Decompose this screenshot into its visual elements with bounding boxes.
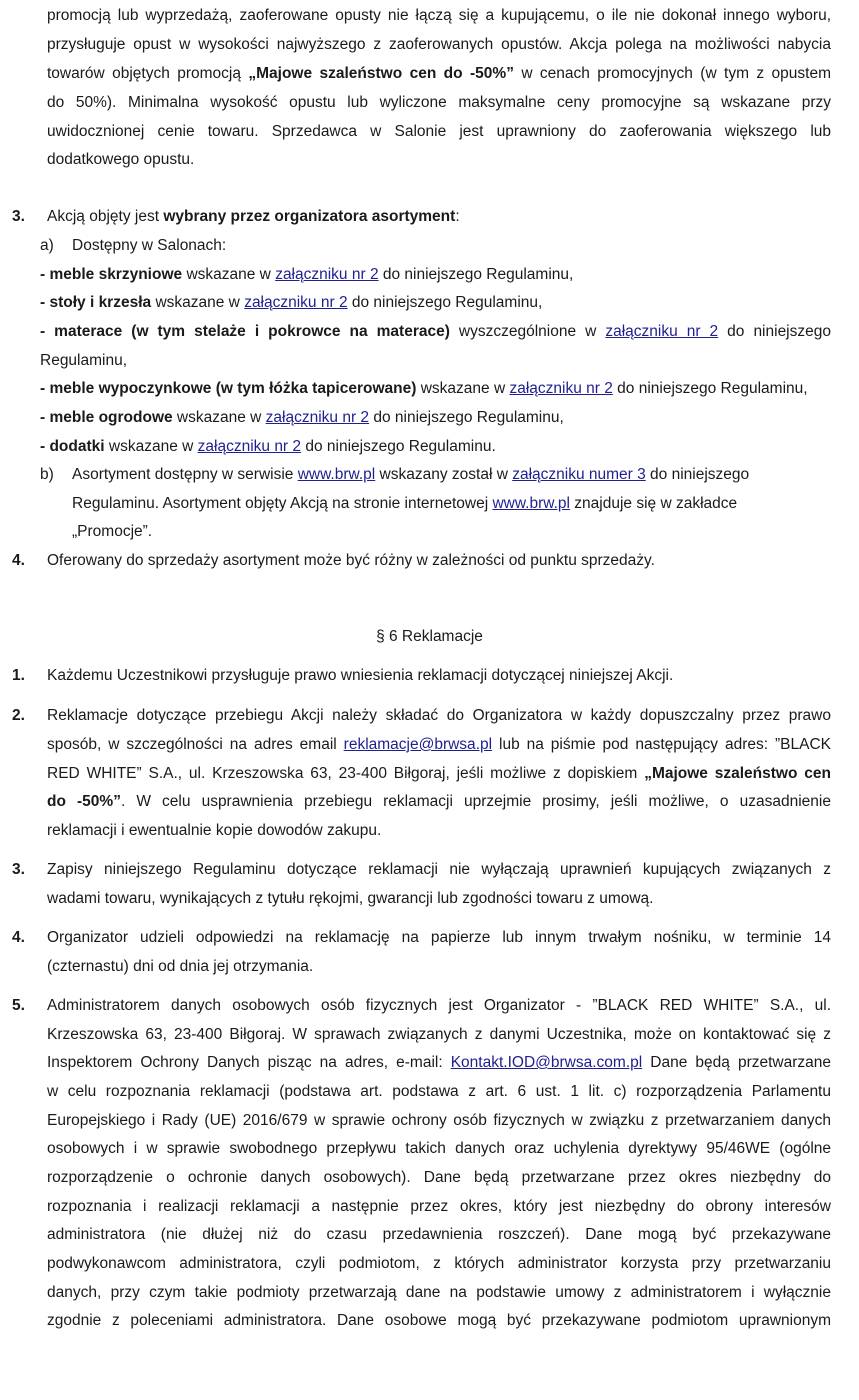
s6-point-5-line-3 (47, 1053, 831, 1073)
text: do niniejszego Regulaminu, (612, 380, 808, 397)
intro-line-6 (47, 150, 831, 170)
intro-line-4 (47, 93, 831, 113)
list-item (40, 379, 831, 399)
s6-point-5-line-9: administratora (nie dłużej niż do czasu przedawnienia roszczeń). Dane mogą być przekazywane (47, 1226, 831, 1243)
s6-point-5-line-8: rozpoznania i realizacji reklamacji a następnie przez okres, który jest niezbędny do obrony interesów (47, 1198, 831, 1215)
s6-point-1-text: Każdemu Uczestnikowi przysługuje prawo wniesienia reklamacji dotyczącej niniejszej Akcji. (47, 667, 674, 684)
s6-point-5-line-11: danych, przy czym takie podmioty przetwarzają dane na podstawie umowy z administratorem i wyłącznie (47, 1284, 831, 1301)
list-number: 4. (12, 929, 25, 946)
s6-point-4-line-1: Organizator udzieli odpowiedzi na reklamację na papierze lub innym trwałym nośniku, w terminie 14 (47, 929, 831, 946)
text: do niniejszego Regulaminu, (369, 409, 564, 426)
list-item-continued: Regulaminu, (40, 352, 128, 369)
list-number: 3. (12, 861, 25, 878)
website-link[interactable]: www.brw.pl (492, 495, 570, 512)
text: wyszczególnione w (449, 323, 606, 340)
text: wskazany został w (375, 466, 513, 483)
email-link[interactable]: Kontakt.IOD@brwsa.com.pl (450, 1054, 643, 1071)
text: sposób, w szczególności na adres email (47, 736, 344, 753)
text: do niniejszego Regulaminu. (301, 438, 496, 455)
text: w cenach promocyjnych (w tym z opustem (513, 65, 832, 82)
text: do 50%). Minimalna wysokość opustu lub wyliczone maksymalne ceny promocyjne są wskazane przy (47, 94, 831, 111)
annex-link[interactable]: załączniku nr 2 (605, 323, 719, 340)
s6-point-3-line-1: Zapisy niniejszego Regulaminu dotyczące reklamacji nie wyłączają uprawnień kupujących związanych z (47, 861, 831, 878)
s6-point-2-line-4 (47, 792, 831, 812)
annex-link[interactable]: załączniku nr 2 (265, 409, 370, 426)
promo-name: do -50%” (47, 793, 121, 810)
list-number: 4. (12, 552, 25, 569)
item-name: - stoły i krzesła (40, 294, 152, 311)
s6-point-5-line-4: w celu rozpoznania reklamacji (podstawa art. podstawa z art. 6 ust. 1 lit. c) rozporządzenia Parlamentu (47, 1083, 831, 1100)
sub-b-line-1 (72, 465, 831, 485)
s6-point-2-line-3 (47, 764, 831, 784)
s6-point-2-line-2 (47, 735, 831, 755)
text: promocją lub wyprzedażą, zaoferowane opusty nie łączą się a kupującemu, o ile nie dokonał innego wyboru, (47, 7, 831, 24)
s6-point-2-line-1: Reklamacje dotyczące przebiegu Akcji należy składać do Organizatora w każdy dopuszczalny przez prawo (47, 707, 831, 724)
text: Dane będą przetwarzane (642, 1054, 831, 1071)
intro-line-1 (47, 6, 831, 26)
annex-link[interactable]: załączniku nr 2 (197, 438, 302, 455)
text: przysługuje opust w wysokości najwyższego z zaoferowanych opustów. Akcja polega na możliwości nabycia (47, 36, 831, 53)
text: do niniejszego Regulaminu, (378, 266, 574, 283)
promo-name: „Majowe szaleństwo cen do -50%” (248, 65, 514, 82)
annex-link[interactable]: załączniku nr 2 (509, 380, 613, 397)
sub-a-text: Dostępny w Salonach: (72, 237, 227, 254)
item-name: - dodatki (40, 438, 105, 455)
text: Inspektorem Ochrony Danych pisząc na adres, e-mail: (47, 1054, 451, 1071)
promo-name: „Majowe szaleństwo cen (644, 765, 831, 782)
s6-point-5-line-1: Administratorem danych osobowych osób fizycznych jest Organizator - ”BLACK RED WHITE” S.A., ul. (47, 997, 831, 1014)
text: Regulaminu. Asortyment objęty Akcją na stronie internetowej (72, 495, 493, 512)
text: lub na piśmie pod następujący adres: ”BLACK (492, 736, 831, 753)
item-name: - materace (w tym stelaże i pokrowce na materace) (40, 323, 450, 340)
point-4-text: Oferowany do sprzedaży asortyment może być różny w zależności od punktu sprzedaży. (47, 552, 655, 569)
sub-b-line-3: „Promocje”. (72, 523, 153, 540)
item-name: - meble skrzyniowe (40, 266, 183, 283)
s6-point-5-line-6: osobowych i w sprawie swobodnego przepływu takich danych oraz uchylenia dyrektywy 95/46WE (ogólne (47, 1140, 831, 1157)
sub-marker-a: a) (40, 237, 54, 254)
point-3-text (47, 207, 831, 227)
text: Asortyment dostępny w serwisie (72, 466, 298, 483)
sub-marker-b: b) (40, 466, 54, 483)
sub-b-line-2 (72, 494, 831, 514)
list-item (40, 293, 831, 313)
list-number: 3. (12, 208, 25, 225)
text: do niniejszego (645, 466, 750, 483)
item-name: - meble ogrodowe (40, 409, 173, 426)
s6-point-5-line-12: zgodnie z poleceniami administratora. Dane osobowe mogą być przekazywane podmiotom uprawnionym (47, 1312, 831, 1329)
s6-point-2-line-5: reklamacji i ewentualnie kopie dowodów zakupu. (47, 822, 382, 839)
s6-point-5-line-5: Europejskiego i Rady (UE) 2016/679 w sprawie ochrony osób fizycznych w związku z przetwarzaniem danych (47, 1112, 831, 1129)
list-number: 5. (12, 997, 25, 1014)
text: towarów objętych promocją (47, 65, 249, 82)
intro-line-3 (47, 64, 831, 84)
text: wskazane w (182, 266, 276, 283)
list-item (40, 322, 831, 342)
text: wskazane w (151, 294, 245, 311)
intro-line-5 (47, 122, 831, 142)
list-item (40, 265, 831, 285)
s6-point-5-line-7: rozporządzenie o ochronie danych osobowych). Dane będą przetwarzane przez okres niezbędny do (47, 1169, 831, 1186)
list-number: 2. (12, 707, 25, 724)
item-name: - meble wypoczynkowe (w tym łóżka tapicerowane) (40, 380, 417, 397)
text: wskazane w (104, 438, 198, 455)
text: wskazane w (172, 409, 266, 426)
text: Akcją objęty jest (47, 208, 164, 225)
list-item (40, 408, 831, 428)
annex-link[interactable]: załączniku numer 3 (512, 466, 646, 483)
bold-text: wybrany przez organizatora asortyment (163, 208, 456, 225)
text: znajduje się w zakładce (569, 495, 738, 512)
text: do niniejszego (718, 323, 831, 340)
text: : (455, 208, 460, 225)
website-link[interactable]: www.brw.pl (297, 466, 376, 483)
text: . W celu usprawnienia przebiegu reklamacji uprzejmie prosimy, jeśli możliwe, o uzasadnienie (120, 793, 831, 810)
text: dodatkowego opustu. (47, 151, 195, 168)
s6-point-5-line-10: podwykonawcom administratora, czyli podmiotom, z których administrator korzysta przy przetwarzaniu (47, 1255, 831, 1272)
text: wskazane w (416, 380, 510, 397)
annex-link[interactable]: załączniku nr 2 (275, 266, 379, 283)
list-item (40, 437, 831, 457)
text: do niniejszego Regulaminu, (347, 294, 543, 311)
annex-link[interactable]: załączniku nr 2 (244, 294, 348, 311)
s6-point-5-line-2: Krzeszowska 63, 23-400 Biłgoraj. W sprawach związanych z danymi Uczestnika, może on kontaktować się z (47, 1026, 831, 1043)
s6-point-4-line-2: (czternastu) dni od dnia jej otrzymania. (47, 958, 314, 975)
text: uwidocznionej cenie towaru. Sprzedawca w Salonie jest uprawniony do zaoferowania większego lub (47, 123, 831, 140)
intro-line-2 (47, 35, 831, 55)
s6-point-3-line-2: wadami towaru, wynikających z tytułu rękojmi, gwarancji lub zgodności towaru z umową. (47, 890, 654, 907)
list-number: 1. (12, 667, 25, 684)
section-heading: § 6 Reklamacje (376, 628, 483, 645)
email-link[interactable]: reklamacje@brwsa.pl (343, 736, 493, 753)
text: RED WHITE” S.A., ul. Krzeszowska 63, 23-400 Biłgoraj, jeśli możliwe z dopiskiem (47, 765, 645, 782)
